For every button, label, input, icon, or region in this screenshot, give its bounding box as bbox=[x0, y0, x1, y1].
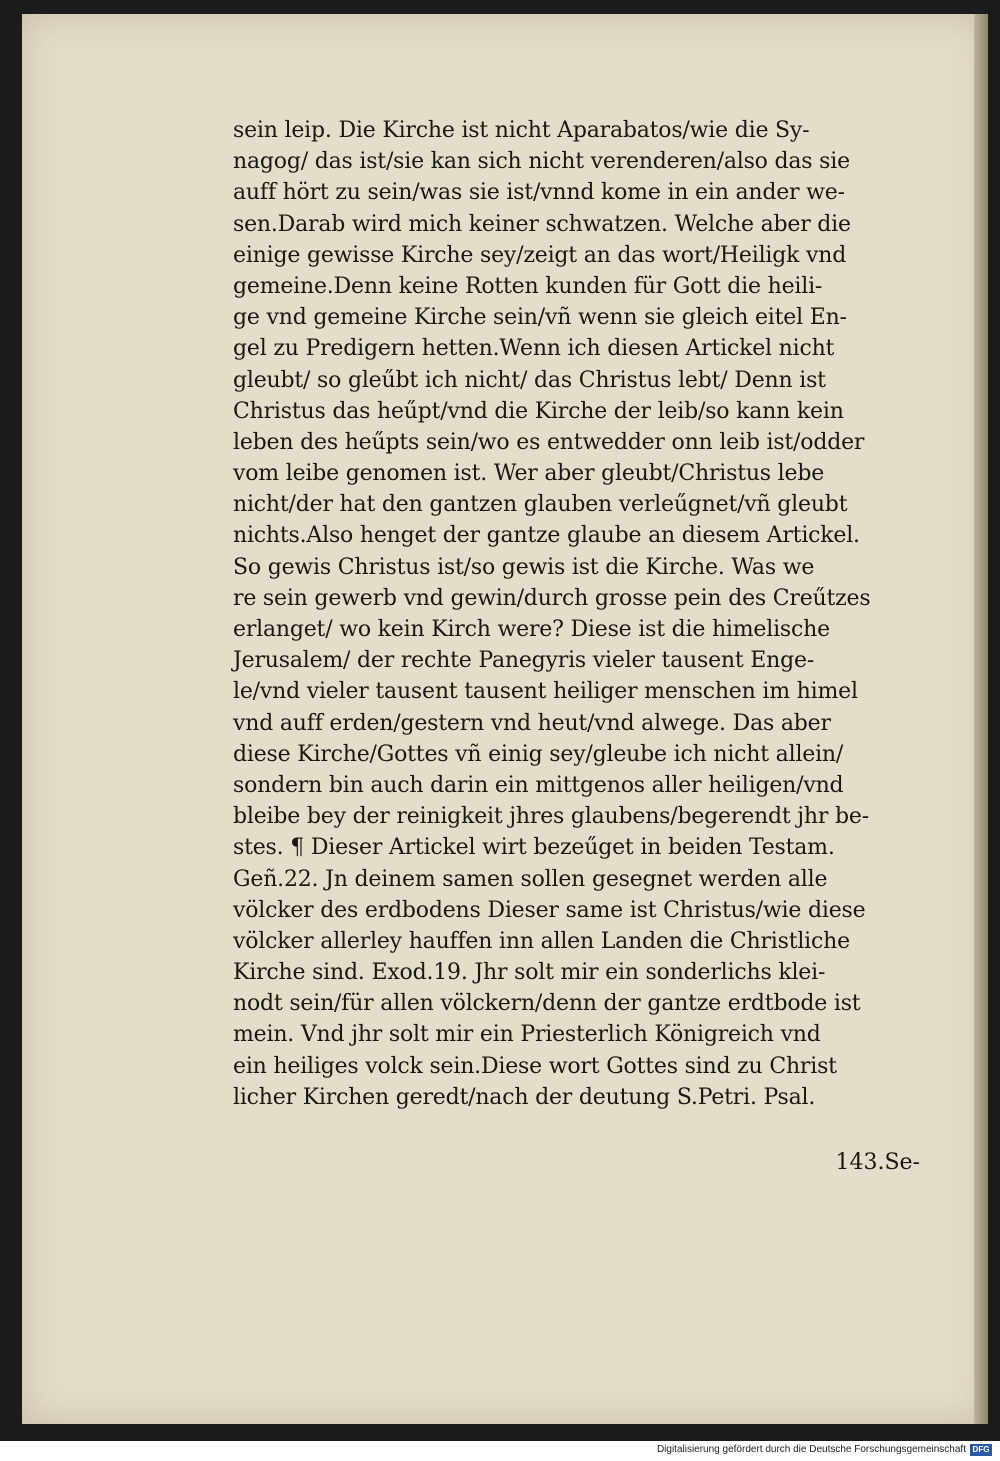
text-line: So gewis Christus ist/so gewis ist die Kirche. Was we bbox=[233, 554, 815, 580]
text-line: re sein gewerb vnd gewin/durch grosse pein des Creűtzes bbox=[233, 585, 871, 611]
text-line: sondern bin auch darin ein mittgenos aller heiligen/vnd bbox=[233, 772, 844, 798]
text-line: stes. ¶ Dieser Artickel wirt bezeűget in beiden Testam. bbox=[233, 835, 835, 861]
text-line: mein. Vnd jhr solt mir ein Priesterlich Königreich vnd bbox=[233, 1022, 821, 1048]
text-line: Kirche sind. Exod.19. Jhr solt mir ein sonderlichs klei- bbox=[233, 960, 826, 986]
text-line: nicht/der hat den gantzen glauben verleűgnet/vñ gleubt bbox=[233, 492, 848, 518]
text-line: erlanget/ wo kein Kirch were? Diese ist die himelische bbox=[233, 617, 830, 642]
text-line: sein leip. Die Kirche ist nicht Aparabatos/wie die Sy- bbox=[233, 118, 810, 143]
dfg-logo: DFG bbox=[970, 1444, 992, 1456]
text-line: gemeine.Denn keine Rotten kunden für Gott die heili- bbox=[233, 273, 823, 299]
text-line: licher Kirchen geredt/nach der deutung S.Petri. Psal. bbox=[233, 1084, 816, 1110]
text-line: einige gewisse Kirche sey/zeigt an das wort/Heiligk vnd bbox=[233, 242, 847, 268]
catchword: 143.Se- bbox=[835, 1150, 920, 1175]
footer-bar bbox=[0, 1441, 1000, 1461]
text-line: Christus das heűpt/vnd die Kirche der leib/so kann kein bbox=[233, 398, 844, 424]
text-line: diese Kirche/Gottes vñ einig sey/gleube ich nicht allein/ bbox=[233, 741, 844, 767]
text-line: ge vnd gemeine Kirche sein/vñ wenn sie gleich eitel En- bbox=[233, 305, 847, 331]
text-line: sen.Darab wird mich keiner schwatzen. Welche aber die bbox=[233, 211, 851, 237]
text-line: vnd auff erden/gestern vnd heut/vnd alwege. Das aber bbox=[233, 710, 831, 736]
text-line: auff hört zu sein/was sie ist/vnnd kome in ein ander we- bbox=[233, 180, 845, 206]
text-line: ein heiliges volck sein.Diese wort Gottes sind zu Christ bbox=[233, 1053, 837, 1079]
text-line: gel zu Predigern hetten.Wenn ich diesen Artickel nicht bbox=[233, 336, 835, 362]
body-text bbox=[233, 115, 953, 1113]
text-line: nagog/ das ist/sie kan sich nicht verenderen/also das sie bbox=[233, 149, 850, 175]
text-line: nichts.Also henget der gantze glaube an diesem Artickel. bbox=[233, 523, 860, 549]
text-line: gleubt/ so gleűbt ich nicht/ das Christus lebt/ Denn ist bbox=[233, 367, 826, 393]
text-line: leben des heűpts sein/wo es entwedder onn leib ist/odder bbox=[233, 429, 865, 455]
text-line: völcker allerley hauffen inn allen Landen die Christliche bbox=[233, 928, 850, 954]
text-line: Jerusalem/ der rechte Panegyris vieler tausent Enge- bbox=[233, 648, 815, 674]
text-line: Geñ.22. Jn deinem samen sollen gesegnet werden alle bbox=[233, 866, 828, 892]
text-line: nodt sein/für allen völckern/denn der gantze erdtbode ist bbox=[233, 991, 861, 1017]
page-gutter bbox=[974, 14, 988, 1424]
text-line: völcker des erdbodens Dieser same ist Christus/wie diese bbox=[233, 897, 866, 923]
text-line: vom leibe genomen ist. Wer aber gleubt/Christus lebe bbox=[233, 461, 825, 487]
text-line: bleibe bey der reinigkeit jhres glaubens/begerendt jhr be- bbox=[233, 804, 869, 830]
funding-credit: Digitalisierung gefördert durch die Deutsche Forschungsgemeinschaft bbox=[656, 1444, 966, 1455]
text-line: le/vnd vieler tausent tausent heiliger menschen im himel bbox=[233, 679, 858, 705]
